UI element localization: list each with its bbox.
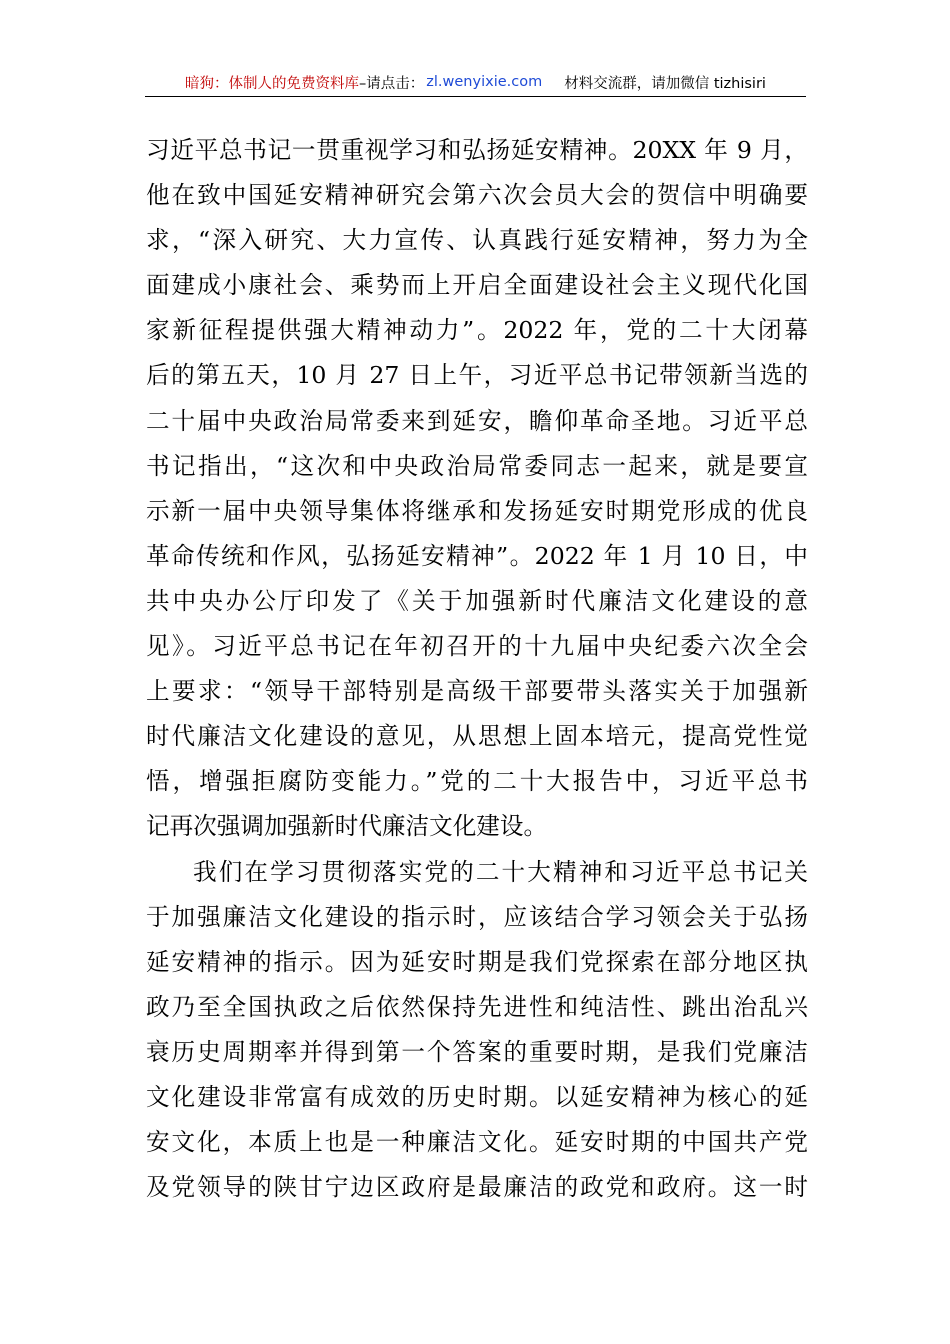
- header-brand: 暗狗：体制人的免费资料库: [185, 75, 360, 92]
- text-line: 面建成小康社会、乘势而上开启全面建设社会主义现代化国: [146, 271, 808, 300]
- text-line: 他在致中国延安精神研究会第六次会员大会的贺信中明确要: [146, 181, 808, 210]
- text-line: 革命传统和作风，弘扬延安精神”。2022 年 1 月 10 日，中: [146, 541, 808, 570]
- text-line: 政乃至全国执政之后依然保持先进性和纯洁性、跳出治乱兴: [146, 992, 808, 1021]
- text-line: 及党领导的陕甘宁边区政府是最廉洁的政党和政府。这一时: [146, 1173, 808, 1202]
- text-line: 文化建设非常富有成效的历史时期。以延安精神为核心的延: [146, 1082, 808, 1111]
- text-line: 安文化，本质上也是一种廉洁文化。延安时期的中国共产党: [146, 1128, 808, 1157]
- text-line: 见》。习近平总书记在年初召开的十九届中央纪委六次全会: [146, 632, 808, 661]
- paragraph-2: [146, 850, 808, 1211]
- text-line: 书记指出，“这次和中央政治局常委同志一起来，就是要宣: [146, 451, 808, 480]
- text-line: 二十届中央政治局常委来到延安，瞻仰革命圣地。习近平总: [146, 406, 808, 435]
- text-line: 求，“深入研究、大力宣传、认真践行延安精神，努力为全: [146, 226, 808, 255]
- text-line: 衰历史周期率并得到第一个答案的重要时期，是我们党廉洁: [146, 1037, 808, 1066]
- text-line: 时代廉洁文化建设的意见，从思想上固本培元，提高党性觉: [146, 722, 808, 751]
- header-link[interactable]: zl.wenyixie.com: [426, 74, 543, 90]
- text-line: 家新征程提供强大精神动力”。2022 年，党的二十大闭幕: [146, 316, 808, 345]
- text-line: 延安精神的指示。因为延安时期是我们党探索在部分地区执: [146, 947, 808, 976]
- text-line: 记再次强调加强新时代廉洁文化建设。: [146, 812, 548, 841]
- text-line: 悟，增强拒腐防变能力。”党的二十大报告中，习近平总书: [146, 767, 808, 796]
- page-header: [145, 68, 806, 97]
- text-line: 共中央办公厅印发了《关于加强新时代廉洁文化建设的意: [146, 586, 808, 615]
- text-line: 示新一届中央领导集体将继承和发扬延安时期党形成的优良: [146, 496, 808, 525]
- paragraph-1: [146, 128, 808, 850]
- text-line: 习近平总书记一贯重视学习和弘扬延安精神。20XX 年 9 月，: [146, 136, 808, 164]
- text-line: 上要求：“领导干部特别是高级干部要带头落实关于加强新: [146, 677, 808, 706]
- text-line: 后的第五天，10 月 27 日上午，习近平总书记带领新当选的: [146, 361, 808, 390]
- document-body: [146, 128, 808, 1210]
- header-link-prefix: –请点击：: [359, 75, 425, 92]
- text-line: 于加强廉洁文化建设的指示时，应该结合学习领会关于弘扬: [146, 902, 808, 931]
- text-line: 我们在学习贯彻落实党的二十大精神和习近平总书记关: [193, 857, 808, 886]
- header-contact: 材料交流群，请加微信 tizhisiri: [564, 75, 766, 92]
